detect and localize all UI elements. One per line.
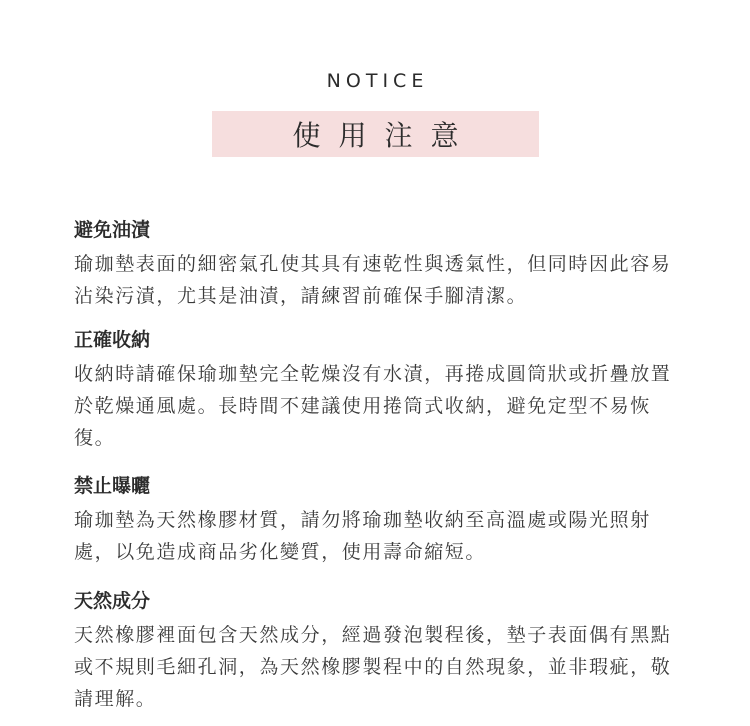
section-proper-storage <box>74 328 674 454</box>
section-title: 避免油漬 <box>74 219 151 241</box>
section-no-sun-exposure <box>74 474 674 568</box>
section-title: 正確收納 <box>74 329 151 351</box>
section-natural-ingredients <box>74 589 674 715</box>
section-title: 天然成分 <box>74 590 151 612</box>
notice-label: NOTICE <box>326 70 429 92</box>
section-title: 禁止曝曬 <box>74 475 151 497</box>
section-body: 收納時請確保瑜珈墊完全乾燥沒有水漬，再捲成圓筒狀或折疊放置於乾燥通風處。長時間不建議使用捲筒式收納，避免定型不易恢復。 <box>74 363 672 449</box>
section-body: 瑜珈墊為天然橡膠材質，請勿將瑜珈墊收納至高溫處或陽光照射處，以免造成商品劣化變質，使用壽命縮短。 <box>74 509 651 563</box>
section-body: 天然橡膠裡面包含天然成分，經過發泡製程後，墊子表面偶有黑點或不規則毛細孔洞，為天然橡膠製程中的自然現象，並非瑕疵，敬請理解。 <box>74 624 672 710</box>
section-body: 瑜珈墊表面的細密氣孔使其具有速乾性與透氣性，但同時因此容易沾染污漬，尤其是油漬，請練習前確保手腳清潔。 <box>74 253 672 307</box>
section-avoid-oil-stains <box>74 218 674 312</box>
page-title: 使用注意 <box>292 119 477 152</box>
title-banner <box>212 111 539 157</box>
